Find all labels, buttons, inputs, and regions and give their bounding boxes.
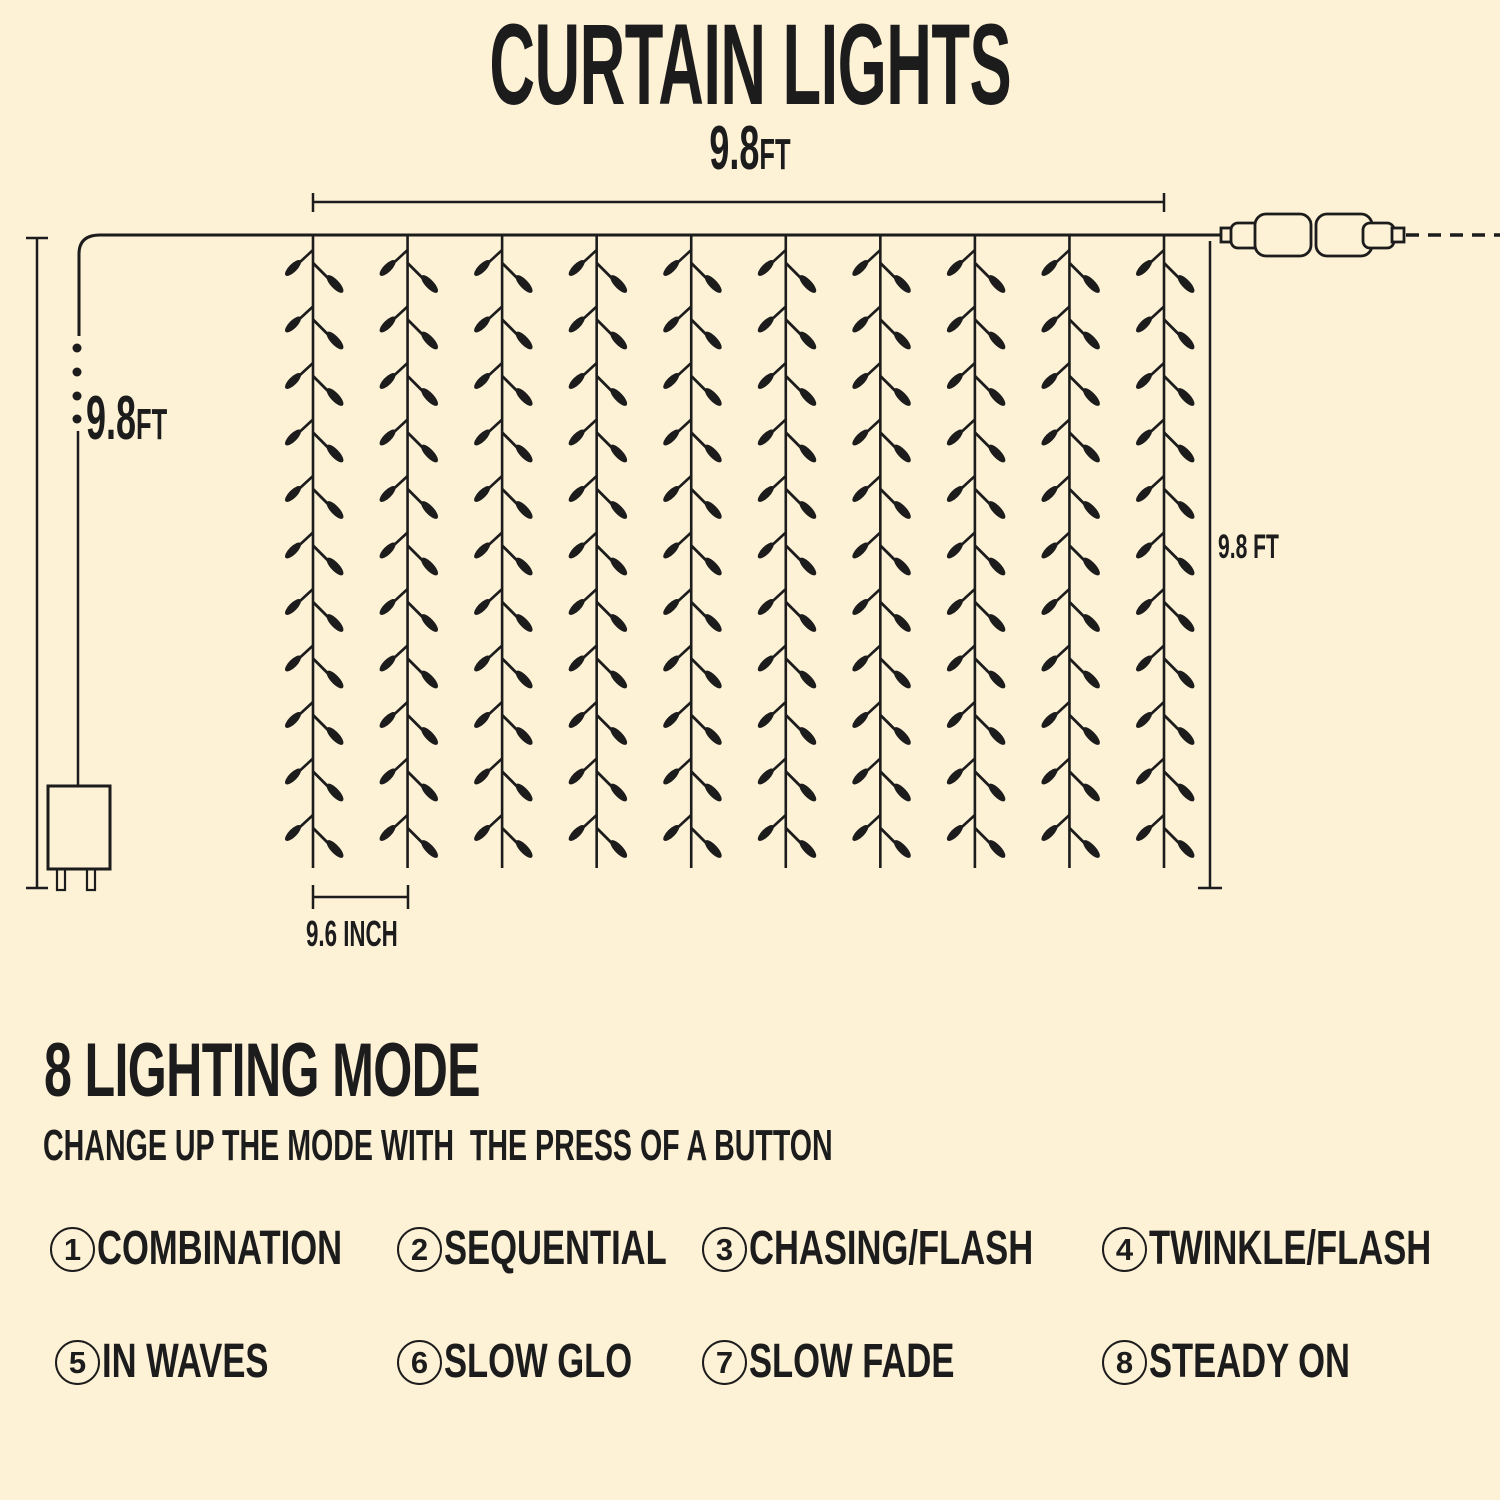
mode-label: SLOW GLO — [444, 1335, 633, 1388]
light-strand — [472, 235, 535, 868]
mode-label: SLOW FADE — [749, 1335, 955, 1388]
mode-number-badge: 8 — [1102, 1340, 1147, 1385]
mode-number-badge: 6 — [397, 1340, 442, 1385]
curtain-strands — [283, 235, 1197, 868]
light-strand — [566, 235, 629, 868]
page-title-row — [0, 1, 1500, 129]
mode-number-badge: 7 — [702, 1340, 747, 1385]
mode-label: CHASING/FLASH — [749, 1222, 1034, 1275]
light-strand — [283, 235, 346, 868]
page-title: CURTAIN LIGHTS — [489, 1, 1011, 129]
left-drop-dimension-label — [86, 384, 226, 453]
strand-spacing-label: 9.6 INCH — [306, 913, 398, 954]
mode-number-badge: 4 — [1102, 1227, 1147, 1272]
left-drop-value: 9.8 — [86, 384, 136, 453]
mode-item-twinkle-flash — [1102, 1222, 1500, 1275]
mode-label: SEQUENTIAL — [444, 1222, 667, 1275]
mode-item-slow-glo — [397, 1335, 705, 1388]
strand-spacing-dimension-line — [313, 885, 408, 909]
mode-label: IN WAVES — [102, 1335, 269, 1388]
light-strand — [1134, 235, 1197, 868]
light-strand — [850, 235, 913, 868]
light-strand — [755, 235, 818, 868]
width-value: 9.8 — [709, 114, 760, 183]
modes-subheading: CHANGE UP THE MODE WITH THE PRESS OF A BUTTON — [43, 1121, 833, 1170]
mode-number-badge: 3 — [702, 1227, 747, 1272]
width-dimension-line — [313, 193, 1164, 212]
light-strand — [945, 235, 1008, 868]
mode-number-badge: 5 — [55, 1340, 100, 1385]
width-unit: FT — [759, 130, 791, 179]
mode-item-chasing-flash — [702, 1222, 1144, 1275]
modes-heading: 8 LIGHTING MODE — [44, 1028, 480, 1113]
mode-label: TWINKLE/FLASH — [1149, 1222, 1432, 1275]
mode-number-badge: 2 — [397, 1227, 442, 1272]
left-drop-dimension-line — [26, 238, 48, 888]
mode-item-sequential — [397, 1222, 753, 1275]
width-dimension-label — [0, 114, 1500, 183]
mode-item-slow-fade — [702, 1335, 1034, 1388]
mode-number-badge: 1 — [50, 1227, 95, 1272]
light-strand — [1039, 235, 1102, 868]
light-strand — [661, 235, 724, 868]
right-drop-dimension-label: 9.8 FT — [1218, 528, 1279, 566]
light-strand — [377, 235, 440, 868]
mode-item-steady-on — [1102, 1335, 1428, 1388]
connector-plugs-icon — [1221, 214, 1404, 256]
mode-label: COMBINATION — [97, 1222, 343, 1275]
power-plug-icon — [48, 786, 110, 890]
left-drop-unit: FT — [135, 400, 168, 449]
mode-label: STEADY ON — [1149, 1335, 1351, 1388]
mode-item-combination — [50, 1222, 437, 1275]
cord-dotted-break — [73, 344, 82, 424]
mode-item-in-waves — [55, 1335, 333, 1388]
